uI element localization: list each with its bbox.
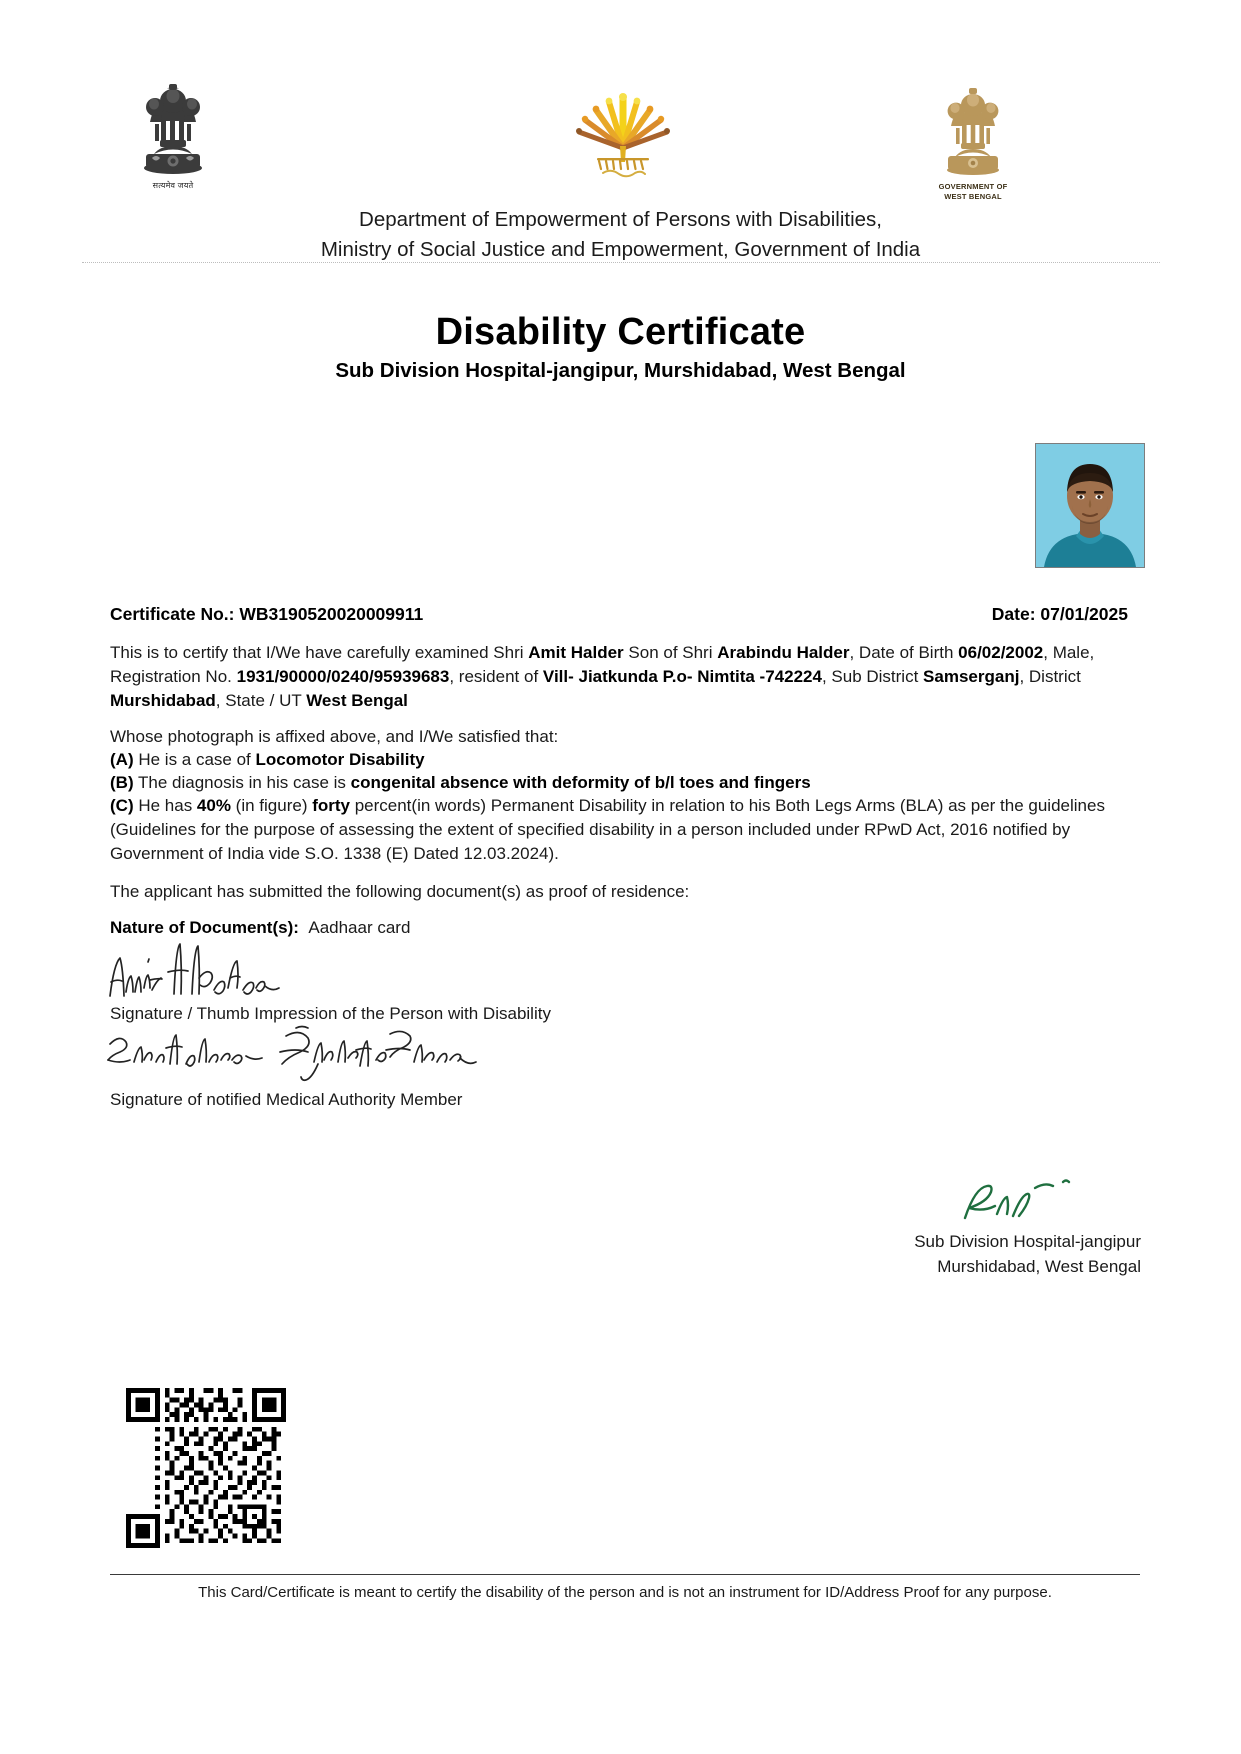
certificate-date-label: Date: [991, 604, 1036, 624]
nature-of-documents-row [110, 916, 1130, 940]
issuing-authority-signature-image [951, 1172, 1141, 1230]
national-emblem-caption: सत्यमेव जयते [152, 181, 194, 190]
certificate-qr-code [126, 1388, 286, 1548]
point-c-label: (C) [110, 796, 134, 815]
diagnosis-line [110, 771, 1130, 795]
applicant-name: Amit Halder [528, 643, 624, 662]
certificate-meta-row [110, 604, 1128, 625]
wb-emblem-caption-line1: GOVERNMENT OF [938, 182, 1008, 191]
intro-text-5: , resident of [449, 667, 543, 687]
nature-of-documents-label: Nature of Document(s): [110, 918, 299, 937]
point-c-text-3: percent(in words) Permanent Disability in relation to his Both Legs Arms (BLA) as per the guidelines (Guidelines for the purpose of assessing the extent of specified disability in a person included under RPwD Act, 2016 notified by Government of India vide S.O. 1338 (E) Dated 12.03.2024). [110, 796, 1105, 864]
state-ut: West Bengal [306, 691, 408, 711]
point-b-label: (B) [110, 773, 134, 792]
pincode: 742224 [765, 667, 822, 687]
department-line-2: Ministry of Social Justice and Empowerment, Government of India [320, 237, 921, 261]
medical-authority-signature-image [104, 1022, 504, 1082]
certificate-number-group [110, 604, 423, 625]
photograph-affixed-statement: Whose photograph is affixed above, and I/We satisfied that: [110, 727, 559, 746]
father-name: Arabindu Halder [717, 643, 850, 662]
page-subtitle: Sub Division Hospital-jangipur, Murshidabad, West Bengal [335, 359, 906, 382]
issuing-authority-line-1: Sub Division Hospital-jangipur [914, 1232, 1141, 1251]
district: Murshidabad [110, 691, 216, 711]
footer-divider [110, 1574, 1140, 1575]
page-title: Disability Certificate [435, 311, 806, 353]
date-of-birth: 06/02/2002 [958, 643, 1044, 662]
intro-text-8: , State / UT [215, 691, 307, 711]
intro-text-2: Son of Shri [623, 643, 718, 662]
applicant-photo [1035, 443, 1145, 568]
certificate-number-value: WB3190520020009911 [239, 604, 424, 624]
certification-statement [110, 641, 1130, 713]
disability-percentage-figure: 40% [196, 796, 231, 815]
swavlamban-logo-icon [528, 82, 718, 178]
intro-text-7: , District [1019, 667, 1081, 687]
medical-authority-signature-label: Signature of notified Medical Authority Member [110, 1090, 463, 1109]
intro-text-3: , Date of Birth [849, 643, 959, 662]
diagnosis-value: congenital absence with deformity of b/l toes and fingers [350, 773, 811, 792]
point-c-text-2: (in figure) [230, 796, 313, 815]
disability-percentage-words: forty [312, 796, 350, 815]
wb-emblem-caption-line2: WEST BENGAL [944, 191, 1002, 201]
intro-text-4: , Male, Registration No. [110, 643, 1095, 687]
proof-of-residence-statement: The applicant has submitted the following document(s) as proof of residence: [110, 882, 690, 901]
registration-number: 1931/90000/0240/95939683 [236, 667, 450, 687]
point-a-label: (A) [110, 750, 134, 769]
point-b-text: The diagnosis in his case is [133, 773, 351, 792]
header-divider [82, 262, 1160, 263]
disability-type: Locomotor Disability [255, 750, 425, 769]
nature-of-documents-value: Aadhaar card [308, 918, 411, 937]
issuing-authority-block [721, 1230, 1141, 1279]
point-a-text: He is a case of [133, 750, 256, 769]
certificate-number-label: Certificate No.: [110, 604, 235, 624]
footer-disclaimer: This Card/Certificate is meant to certify the disability of the person and is not an instrument for ID/Address Proof for any purpose. [198, 1584, 1052, 1601]
department-header [88, 205, 1153, 264]
certificate-date-group [992, 604, 1128, 625]
resident-address: Vill- Jiatkunda P.o- Nimtita - [542, 667, 766, 687]
point-c-text-1: He has [133, 796, 197, 815]
applicant-signature-image [104, 938, 334, 1000]
disability-percentage-line [110, 794, 1130, 866]
applicant-signature-label: Signature / Thumb Impression of the Person with Disability [110, 1004, 551, 1023]
national-emblem-india-icon [108, 80, 238, 190]
government-of-west-bengal-emblem-icon [893, 84, 1053, 201]
certificate-date-value: 07/01/2025 [1040, 604, 1128, 624]
intro-text-6: , Sub District [821, 667, 924, 687]
department-line-1: Department of Empowerment of Persons with Disabilities, [359, 208, 882, 231]
disability-case-line [110, 748, 1130, 772]
emblem-row [88, 78, 1153, 208]
issuing-authority-line-2: Murshidabad, West Bengal [937, 1256, 1141, 1276]
sub-district: Samserganj [923, 667, 1020, 687]
intro-text-1: This is to certify that I/We have carefully examined Shri [110, 643, 529, 662]
